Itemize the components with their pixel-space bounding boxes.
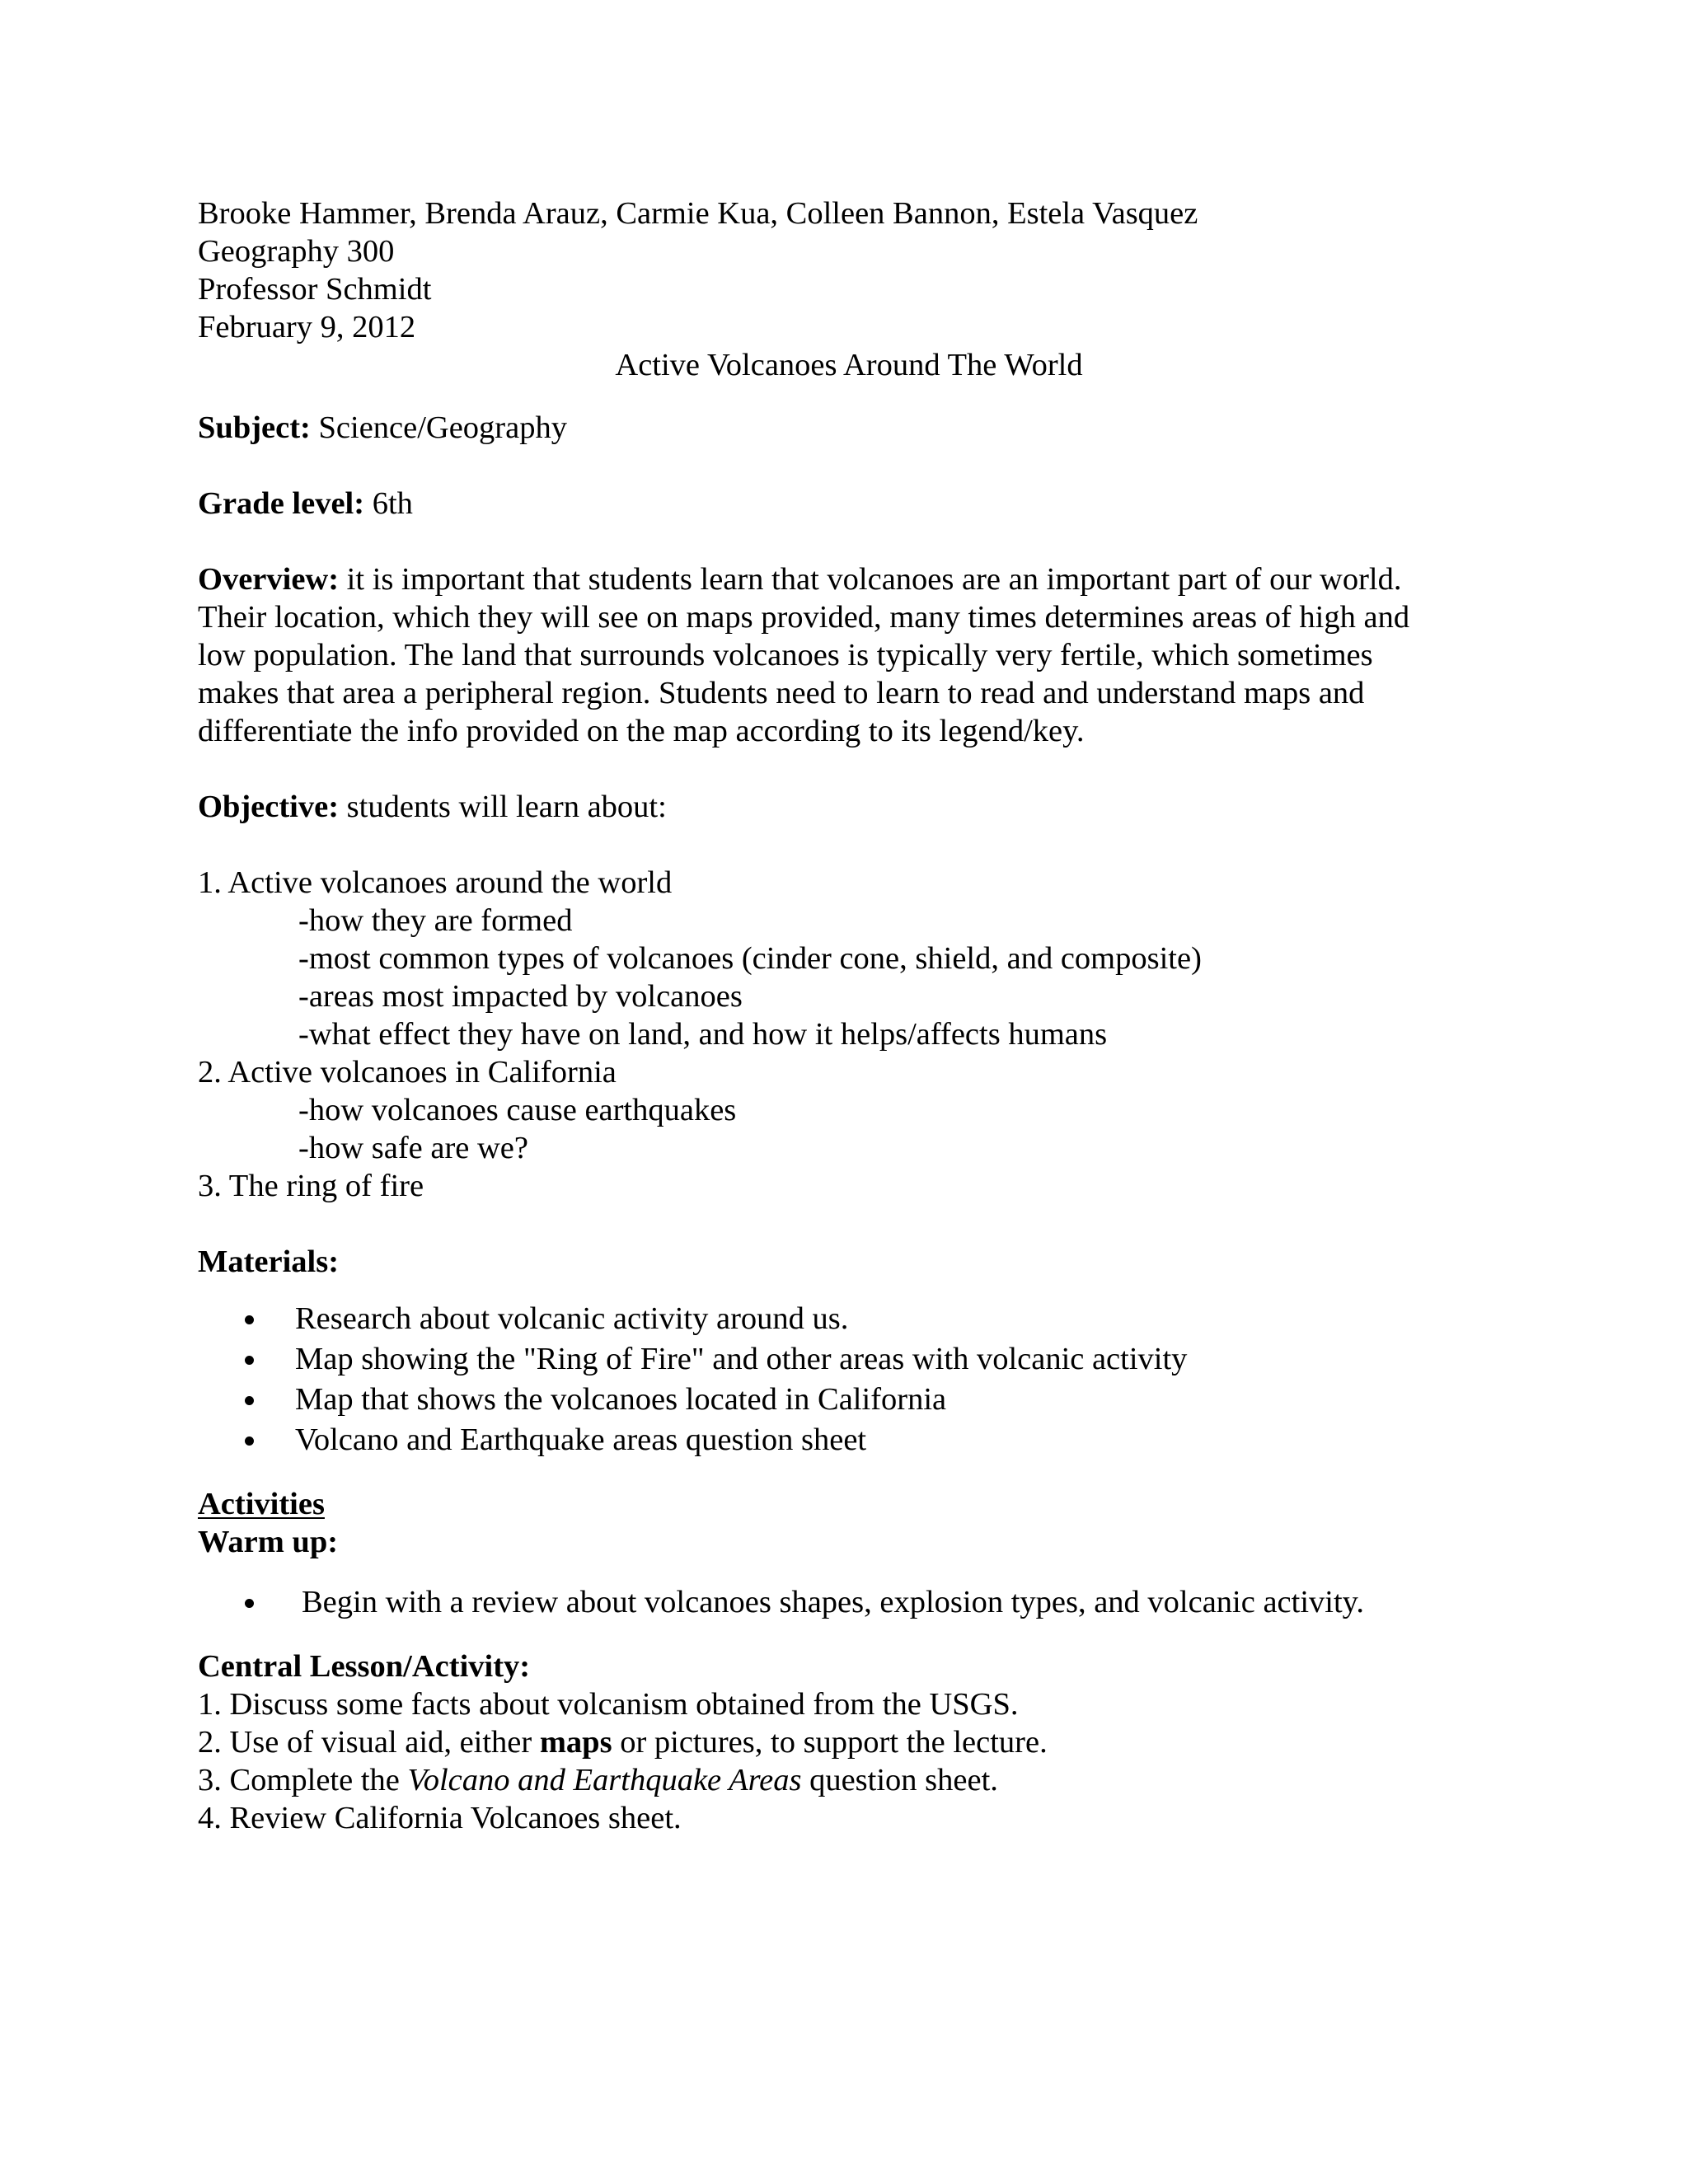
list-item: Map that shows the volcanoes located in California [198,1380,1500,1420]
objective-subitem: -areas most impacted by volcanoes [298,979,743,1014]
list-item: Volcano and Earthquake areas question sheet [198,1420,1500,1460]
central-item-4: 4. Review California Volcanoes sheet. [198,1801,682,1835]
central-item-1: 1. Discuss some facts about volcanism obtained from the USGS. [198,1687,1019,1722]
list-item: Map showing the "Ring of Fire" and other areas with volcanic activity [198,1339,1500,1380]
grade-value: 6th [364,486,413,521]
overview-label: Overview: [198,562,340,597]
grade-line [198,485,1500,523]
overview-line-1: it is important that students learn that volcanoes are an important part of our world. [339,562,1402,597]
warmup-list [198,1582,1500,1623]
activities-heading: Activities [198,1487,325,1521]
overview-line-2: Their location, which they will see on maps provided, many times determines areas of high and [198,600,1410,635]
materials-list [198,1299,1500,1460]
central-item-3: 3. Complete the Volcano and Earthquake Areas question sheet. [198,1763,998,1797]
objective-subitem: -what effect they have on land, and how it helps/affects humans [298,1017,1108,1052]
objective-item: 2. Active volcanoes in California [198,1055,617,1090]
objective-subitem: -how volcanoes cause earthquakes [298,1093,737,1127]
subject-line [198,409,1500,447]
subject-label: Subject: [198,410,311,445]
date-line: February 9, 2012 [198,310,416,344]
warmup-heading: Warm up: [198,1525,339,1559]
bullet-icon [245,1356,254,1365]
objective-subitem: -how they are formed [298,903,573,938]
bullet-icon [245,1315,254,1324]
central-lesson-heading: Central Lesson/Activity: [198,1649,531,1684]
bullet-icon [245,1599,254,1608]
objective-label: Objective: [198,790,340,824]
list-item: Begin with a review about volcanoes shapes, explosion types, and volcanic activity. [198,1582,1500,1623]
bullet-icon [245,1436,254,1446]
list-item: Research about volcanic activity around us. [198,1299,1500,1339]
central-lesson-list [198,1685,1500,1837]
document-title: Active Volcanoes Around The World [615,348,1083,382]
document-page [198,194,1500,1837]
bullet-icon [245,1396,254,1405]
objective-subitem: -most common types of volcanoes (cinder cone, shield, and composite) [298,941,1202,976]
course-line: Geography 300 [198,234,395,269]
overview-line-5: differentiate the info provided on the map according to its legend/key. [198,714,1085,748]
objective-value: students will learn about: [339,790,667,824]
objective-item: 1. Active volcanoes around the world [198,865,673,900]
overview-paragraph [198,560,1500,750]
authors-line: Brooke Hammer, Brenda Arauz, Carmie Kua, Colleen Bannon, Estela Vasquez [198,196,1198,231]
central-item-2: 2. Use of visual aid, either maps or pictures, to support the lecture. [198,1725,1048,1760]
overview-line-4: makes that area a peripheral region. Students need to learn to read and understand maps and [198,676,1365,710]
materials-heading: Materials: [198,1244,340,1279]
overview-line-3: low population. The land that surrounds volcanoes is typically very fertile, which sometimes [198,638,1373,673]
objective-line [198,788,1500,826]
objective-list [198,864,1500,1205]
subject-value: Science/Geography [310,410,567,445]
grade-label: Grade level: [198,486,365,521]
objective-subitem: -how safe are we? [298,1131,528,1165]
objective-item: 3. The ring of fire [198,1169,424,1203]
professor-line: Professor Schmidt [198,272,432,307]
